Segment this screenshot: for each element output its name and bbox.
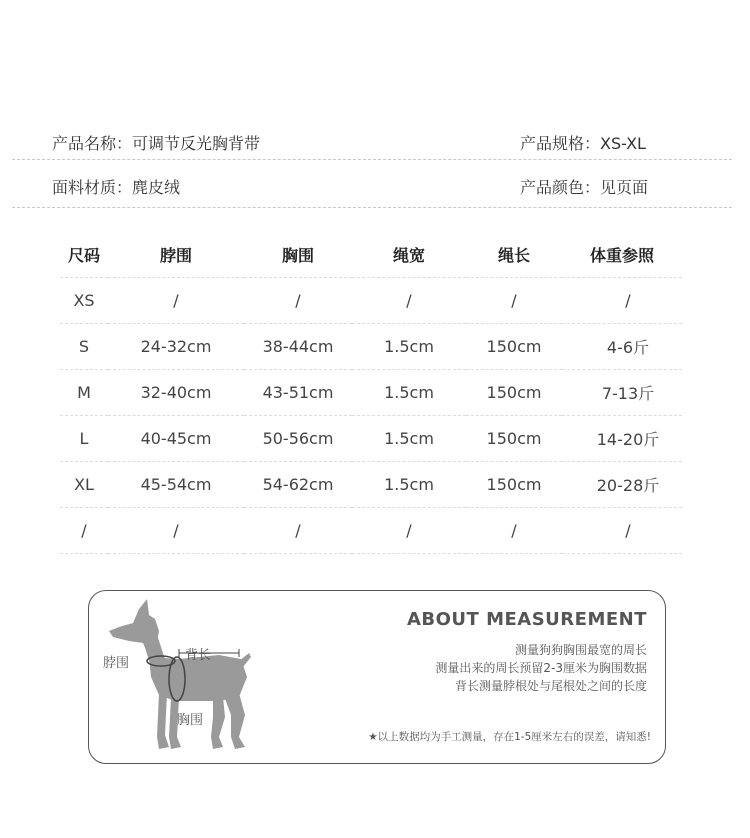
product-color: 产品颜色：见页面: [520, 178, 649, 197]
cell: 1.5cm: [352, 324, 466, 370]
cell: 24-32cm: [108, 324, 244, 370]
header-size: 尺码: [60, 232, 108, 278]
cell: 54-62cm: [244, 462, 352, 508]
cell: 1.5cm: [352, 462, 466, 508]
table-header-row: [60, 232, 682, 278]
table-row: [60, 324, 682, 370]
cell: /: [60, 508, 108, 554]
cell: S: [60, 324, 108, 370]
header-weight: 体重参照: [562, 232, 682, 278]
info-row-1: [0, 131, 750, 161]
product-material: 面料材质：麂皮绒: [52, 178, 181, 197]
cell: 14-20斤: [562, 416, 682, 462]
info-row-2: [0, 175, 750, 205]
cell: 1.5cm: [352, 416, 466, 462]
cell: XS: [60, 278, 108, 324]
cell: 1.5cm: [352, 370, 466, 416]
label-chest: 胸围: [177, 713, 204, 728]
cell: 45-54cm: [108, 462, 244, 508]
cell: /: [352, 508, 466, 554]
cell: L: [60, 416, 108, 462]
table-row: [60, 416, 682, 462]
cell: 40-45cm: [108, 416, 244, 462]
cell: /: [352, 278, 466, 324]
divider: [12, 159, 732, 160]
cell: 150cm: [466, 324, 562, 370]
about-line-2: 测量出来的周长预留2-3厘米为胸围数据: [435, 661, 647, 675]
cell: 50-56cm: [244, 416, 352, 462]
cell: 20-28斤: [562, 462, 682, 508]
product-spec: 产品规格：XS-XL: [520, 134, 646, 153]
table-row: [60, 370, 682, 416]
cell: /: [244, 278, 352, 324]
measurement-note: ★以上数据均为手工测量，存在1-5厘米左右的误差，请知悉!: [368, 731, 651, 743]
table-row: [60, 462, 682, 508]
cell: 43-51cm: [244, 370, 352, 416]
measurement-card: [88, 590, 666, 764]
cell: /: [466, 508, 562, 554]
cell: /: [108, 508, 244, 554]
cell: 4-6斤: [562, 324, 682, 370]
label-back: 背长: [185, 648, 212, 663]
cell: /: [562, 278, 682, 324]
divider: [12, 207, 732, 208]
size-table: [60, 232, 682, 554]
cell: 32-40cm: [108, 370, 244, 416]
table-row: [60, 278, 682, 324]
cell: /: [466, 278, 562, 324]
cell: 38-44cm: [244, 324, 352, 370]
cell: 150cm: [466, 370, 562, 416]
header-chest: 胸围: [244, 232, 352, 278]
cell: 7-13斤: [562, 370, 682, 416]
table-row: [60, 508, 682, 554]
header-rope-length: 绳长: [466, 232, 562, 278]
cell: /: [108, 278, 244, 324]
cell: XL: [60, 462, 108, 508]
cell: 150cm: [466, 462, 562, 508]
label-neck: 脖围: [103, 656, 130, 671]
cell: /: [562, 508, 682, 554]
product-name: 产品名称：可调节反光胸背带: [52, 134, 261, 153]
about-measurement-title: ABOUT MEASUREMENT: [406, 609, 647, 630]
cell: M: [60, 370, 108, 416]
header-neck: 脖围: [108, 232, 244, 278]
dog-silhouette-icon: [99, 597, 269, 757]
about-line-3: 背长测量脖根处与尾根处之间的长度: [454, 679, 647, 693]
about-line-1: 测量狗狗胸围最宽的周长: [514, 643, 647, 657]
cell: /: [244, 508, 352, 554]
cell: 150cm: [466, 416, 562, 462]
header-rope-width: 绳宽: [352, 232, 466, 278]
